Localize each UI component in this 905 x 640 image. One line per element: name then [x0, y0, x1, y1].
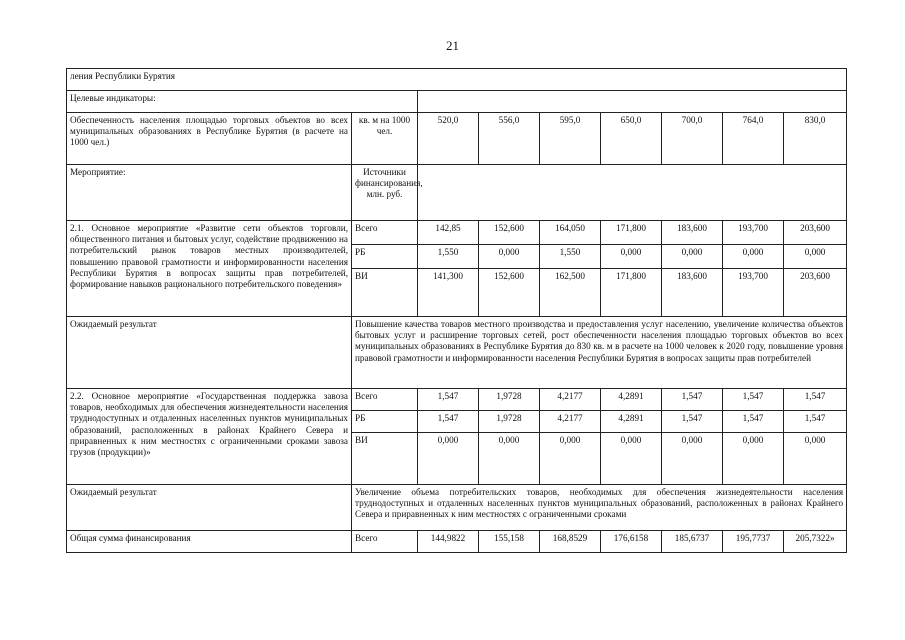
value-cell: 1,547 [418, 411, 479, 433]
value-cell: 1,9728 [479, 411, 540, 433]
measure-1-name: 2.1. Основное мероприятие «Развитие сети объектов торговли, общественного питания и бытовых услуг, содействие продвижению на потребительский рынок товаров местных производителей, повышению правовой грамотности и информированности населения Республики Бурятия в вопросах защиты прав потребителей, формирование навыков рационального потребительского поведения» [67, 221, 352, 317]
value-cell: 0,000 [662, 433, 723, 485]
value-cell: 0,000 [540, 433, 601, 485]
value-cell: 162,500 [540, 269, 601, 317]
indicator-name: Обеспеченность населения площадью торговых объектов во всех муниципальных образованиях в Республике Бурятия (в расчете на 1000 чел.) [67, 113, 352, 165]
indicator-value: 700,0 [662, 113, 723, 165]
total-value: 195,7737 [723, 531, 784, 553]
measure-label: Мероприятие: [67, 165, 352, 221]
value-cell: 1,9728 [479, 389, 540, 411]
measure-header-row [67, 165, 847, 221]
source-label: Всего [352, 389, 418, 411]
sources-label: Источники финансирования, млн. руб. [352, 165, 418, 221]
value-cell: 1,547 [723, 389, 784, 411]
expected-1-row [67, 317, 847, 389]
indicator-value: 830,0 [784, 113, 847, 165]
value-cell: 4,2891 [601, 389, 662, 411]
total-value: 205,7322» [784, 531, 847, 553]
value-cell: 193,700 [723, 269, 784, 317]
indicator-value: 764,0 [723, 113, 784, 165]
target-indicators-row [67, 91, 847, 113]
value-cell: 171,800 [601, 269, 662, 317]
source-label: ВИ [352, 269, 418, 317]
indicator-value: 556,0 [479, 113, 540, 165]
measure-2-row-total [67, 389, 847, 411]
measure-2-name: 2.2. Основное мероприятие «Государственная поддержка завоза товаров, необходимых для обеспечения жизнедеятельности населения труднодоступных и отдаленных населенных пунктов муниципальных образований, расположенных в районах Крайнего Севера и приравненных к ним местностях с ограниченными сроками завоза грузов (продукции)» [67, 389, 352, 485]
expected-label: Ожидаемый результат [67, 317, 352, 389]
total-value: 168,8529 [540, 531, 601, 553]
value-cell: 1,547 [784, 389, 847, 411]
value-cell: 0,000 [479, 245, 540, 269]
value-cell: 1,547 [418, 389, 479, 411]
value-cell: 142,85 [418, 221, 479, 245]
value-cell: 152,600 [479, 269, 540, 317]
expected-1-text: Повышение качества товаров местного производства и предоставления услуг населению, увеличение количества объектов бытовых услуг и расширение торговых сетей, рост обеспеченности населения площадью торговых объектов во всех муниципальных образованиях в Республике Бурятия до 830 кв. м в расчете на 1000 человек к 2020 году, повышение уровня правовой грамотности и информированности населения Республики Бурятия в вопросах защиты прав потребителей [352, 317, 847, 389]
total-value: 176,6158 [601, 531, 662, 553]
value-cell: 0,000 [601, 433, 662, 485]
value-cell: 0,000 [784, 433, 847, 485]
value-cell: 171,800 [601, 221, 662, 245]
value-cell: 1,547 [662, 411, 723, 433]
source-label: РБ [352, 411, 418, 433]
source-label: Всего [352, 531, 418, 553]
value-cell: 4,2891 [601, 411, 662, 433]
value-cell: 193,700 [723, 221, 784, 245]
indicator-row [67, 113, 847, 165]
value-cell: 0,000 [723, 245, 784, 269]
continuation-text: ления Республики Бурятия [67, 69, 847, 91]
value-cell: 0,000 [601, 245, 662, 269]
value-cell: 1,550 [540, 245, 601, 269]
value-cell: 4,2177 [540, 389, 601, 411]
value-cell: 4,2177 [540, 411, 601, 433]
value-cell: 203,600 [784, 221, 847, 245]
value-cell: 164,050 [540, 221, 601, 245]
indicator-value: 650,0 [601, 113, 662, 165]
source-label: Всего [352, 221, 418, 245]
target-indicators-label: Целевые индикаторы: [67, 91, 418, 113]
value-cell: 1,547 [784, 411, 847, 433]
empty-cell [418, 91, 847, 113]
value-cell: 152,600 [479, 221, 540, 245]
total-value: 155,158 [479, 531, 540, 553]
indicator-value: 595,0 [540, 113, 601, 165]
value-cell: 1,547 [662, 389, 723, 411]
measure-1-row-total [67, 221, 847, 245]
page-number: 21 [446, 38, 459, 53]
empty-cell [418, 165, 847, 221]
value-cell: 0,000 [479, 433, 540, 485]
value-cell: 141,300 [418, 269, 479, 317]
value-cell: 183,600 [662, 221, 723, 245]
expected-2-text: Увеличение объема потребительских товаров, необходимых для обеспечения жизнедеятельности населения труднодоступных и отдаленных населенных пунктов муниципальных образований, расположенных в районах Крайнего Севера и приравненных к ним местностях с ограниченными сроками [352, 485, 847, 531]
program-table [66, 68, 847, 553]
indicator-unit: кв. м на 1000 чел. [352, 113, 418, 165]
value-cell: 183,600 [662, 269, 723, 317]
value-cell: 1,550 [418, 245, 479, 269]
value-cell: 0,000 [723, 433, 784, 485]
value-cell: 1,547 [723, 411, 784, 433]
expected-label: Ожидаемый результат [67, 485, 352, 531]
value-cell: 0,000 [784, 245, 847, 269]
total-row [67, 531, 847, 553]
expected-2-row [67, 485, 847, 531]
total-label: Общая сумма финансирования [67, 531, 352, 553]
value-cell: 0,000 [418, 433, 479, 485]
value-cell: 203,600 [784, 269, 847, 317]
source-label: ВИ [352, 433, 418, 485]
value-cell: 0,000 [662, 245, 723, 269]
source-label: РБ [352, 245, 418, 269]
continuation-row [67, 69, 847, 91]
indicator-value: 520,0 [418, 113, 479, 165]
total-value: 185,6737 [662, 531, 723, 553]
total-value: 144,9822 [418, 531, 479, 553]
